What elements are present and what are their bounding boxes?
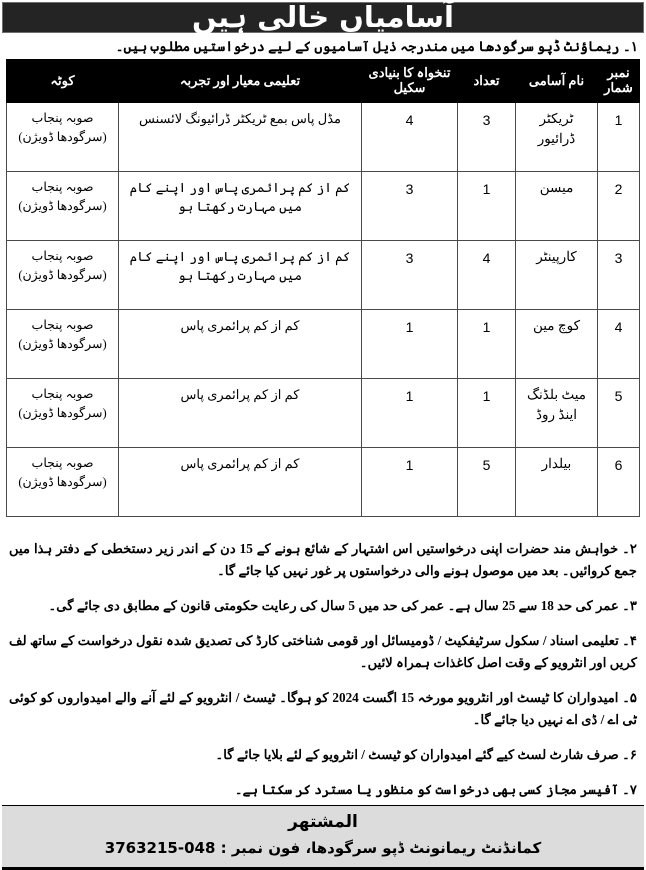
- cell-serial: 6: [598, 448, 640, 517]
- table-row: [7, 448, 640, 517]
- quota-line-1: صوبہ پنجاب: [31, 318, 94, 333]
- cell-quota: [7, 241, 119, 310]
- cell-scale: 1: [362, 310, 458, 379]
- quota-line-1: صوبہ پنجاب: [31, 180, 94, 195]
- cell-education: کم از کم پرائمری پاس اور اپنے کام میں مہارت رکھتا ہو: [119, 172, 362, 241]
- cell-scale: 1: [362, 448, 458, 517]
- cell-scale: 4: [362, 103, 458, 172]
- cell-quota: [7, 379, 119, 448]
- instruction-item: ۶۔ صرف شارٹ لسٹ کیے گئے امیدواران کو ٹیسٹ / انٹرویو کے لئے بلایا جائے گا۔: [215, 746, 637, 762]
- cell-scale: 3: [362, 172, 458, 241]
- advertiser-label: المشتهر: [288, 812, 358, 833]
- instruction-item: ۷۔ آفیسر مجاز کسی بھی درخواست کو منظور یا مسترد کر سکتا ہے۔: [234, 781, 637, 797]
- cell-post: بیلدار: [516, 448, 598, 517]
- table-row: [7, 241, 640, 310]
- table-row: [7, 172, 640, 241]
- cell-post: ٹریکٹر ڈرائیور: [516, 103, 598, 172]
- quota-line-1: صوبہ پنجاب: [31, 387, 94, 402]
- cell-education: کم از کم پرائمری پاس: [119, 448, 362, 517]
- cell-count: 4: [458, 241, 516, 310]
- quota-line-1: صوبہ پنجاب: [31, 249, 94, 264]
- cell-serial: 3: [598, 241, 640, 310]
- cell-count: 1: [458, 172, 516, 241]
- cell-post: میٹ بلڈنگ اینڈ روڈ: [516, 379, 598, 448]
- quota-line-2: (سرگودھا ڈویژن): [18, 474, 107, 489]
- cell-serial: 5: [598, 379, 640, 448]
- column-header-quota: کوٹہ: [7, 60, 119, 103]
- cell-count: 1: [458, 379, 516, 448]
- cell-education: کم از کم پرائمری پاس اور اپنے کام میں مہارت رکھتا ہو: [119, 241, 362, 310]
- cell-count: 5: [458, 448, 516, 517]
- column-header-education: تعلیمی معیار اور تجربہ: [119, 60, 362, 103]
- instruction-item: ۵۔ امیدواران کا ٹیسٹ اور انٹرویو مورخہ 15 اگست 2024 کو ہوگا۔ ٹیسٹ / انٹرویو کے لئے آنے والے امیدواروں کو کوئی ٹی اے / ڈی اے نہیں دیا جائے گا۔: [9, 689, 638, 727]
- column-header-serial: نمبر شمار: [598, 60, 640, 103]
- table-header-row: [7, 60, 640, 103]
- table-header: [7, 60, 640, 103]
- cell-quota: [7, 103, 119, 172]
- quota-line-1: صوبہ پنجاب: [31, 456, 94, 471]
- instruction-item: ۲۔ خواہش مند حضرات اپنی درخواستیں اس اشتہار کے شائع ہونے کے 15 دن کے اندر زیر دستخطی کے دفتر ہذا میں جمع کروائیں۔ بعد میں موصول ہونے والی درخواستوں پر غور نہیں کیا جائے گا۔: [9, 541, 637, 579]
- quota-line-2: (سرگودھا ڈویژن): [18, 129, 107, 144]
- cell-quota: [7, 448, 119, 517]
- cell-count: 1: [458, 310, 516, 379]
- cell-count: 3: [458, 103, 516, 172]
- quota-line-1: صوبہ پنجاب: [31, 111, 94, 126]
- quota-line-2: (سرگودھا ڈویژن): [18, 336, 107, 351]
- cell-scale: 1: [362, 379, 458, 448]
- footer-banner: [2, 805, 644, 870]
- quota-line-2: (سرگودھا ڈویژن): [18, 405, 107, 420]
- cell-education: کم از کم پرائمری پاس: [119, 310, 362, 379]
- cell-quota: [7, 310, 119, 379]
- table-body: [7, 103, 640, 517]
- instruction-item: ۳۔ عمر کی حد 18 سے 25 سال ہے۔ عمر کی حد میں 5 سال کی رعایت حکومتی قانون کے مطابق دی جائے گی۔: [48, 598, 637, 614]
- cell-post: کارپینٹر: [516, 241, 598, 310]
- cell-education: مڈل پاس بمع ٹریکٹر ڈرائیونگ لائسنس: [119, 103, 362, 172]
- intro-line: ۱۔ ریماؤنٹ ڈپو سرگودھا میں مندرجہ ذیل آسامیوں کے لیے درخواستیں مطلوب ہیں۔: [115, 39, 638, 54]
- table-row: [7, 103, 640, 172]
- column-header-post: نام آسامی: [516, 60, 598, 103]
- instructions-list: [0, 517, 646, 805]
- jobs-table-wrapper: [0, 59, 646, 517]
- cell-education: کم از کم پرائمری پاس: [119, 379, 362, 448]
- page-title: آسامیاں خالی ہیں: [192, 0, 454, 34]
- column-header-count: تعداد: [458, 60, 516, 103]
- jobs-table: [6, 59, 640, 517]
- contact-line: کمانڈنٹ ریمانونٹ ڈپو سرگودھا، فون نمبر : 048-3763215: [104, 839, 542, 858]
- table-row: [7, 379, 640, 448]
- column-header-scale: تنخواہ کا بنیادی سکیل: [362, 60, 458, 103]
- cell-post: میسن: [516, 172, 598, 241]
- cell-quota: [7, 172, 119, 241]
- cell-post: کوچ مین: [516, 310, 598, 379]
- cell-serial: 4: [598, 310, 640, 379]
- cell-serial: 2: [598, 172, 640, 241]
- title-banner: [2, 2, 644, 33]
- cell-serial: 1: [598, 103, 640, 172]
- quota-line-2: (سرگودھا ڈویژن): [18, 267, 107, 282]
- quota-line-2: (سرگودھا ڈویژن): [18, 198, 107, 213]
- table-row: [7, 310, 640, 379]
- cell-scale: 3: [362, 241, 458, 310]
- instruction-item: ۴۔ تعلیمی اسناد / سکول سرٹیفکیٹ / ڈومیسائل اور قومی شناختی کارڈ کی تصدیق شدہ نقول درخواست کے ساتھ لف کریں اور انٹرویو کے وقت اصل کاغذات ہمراہ لائیں۔: [9, 633, 637, 670]
